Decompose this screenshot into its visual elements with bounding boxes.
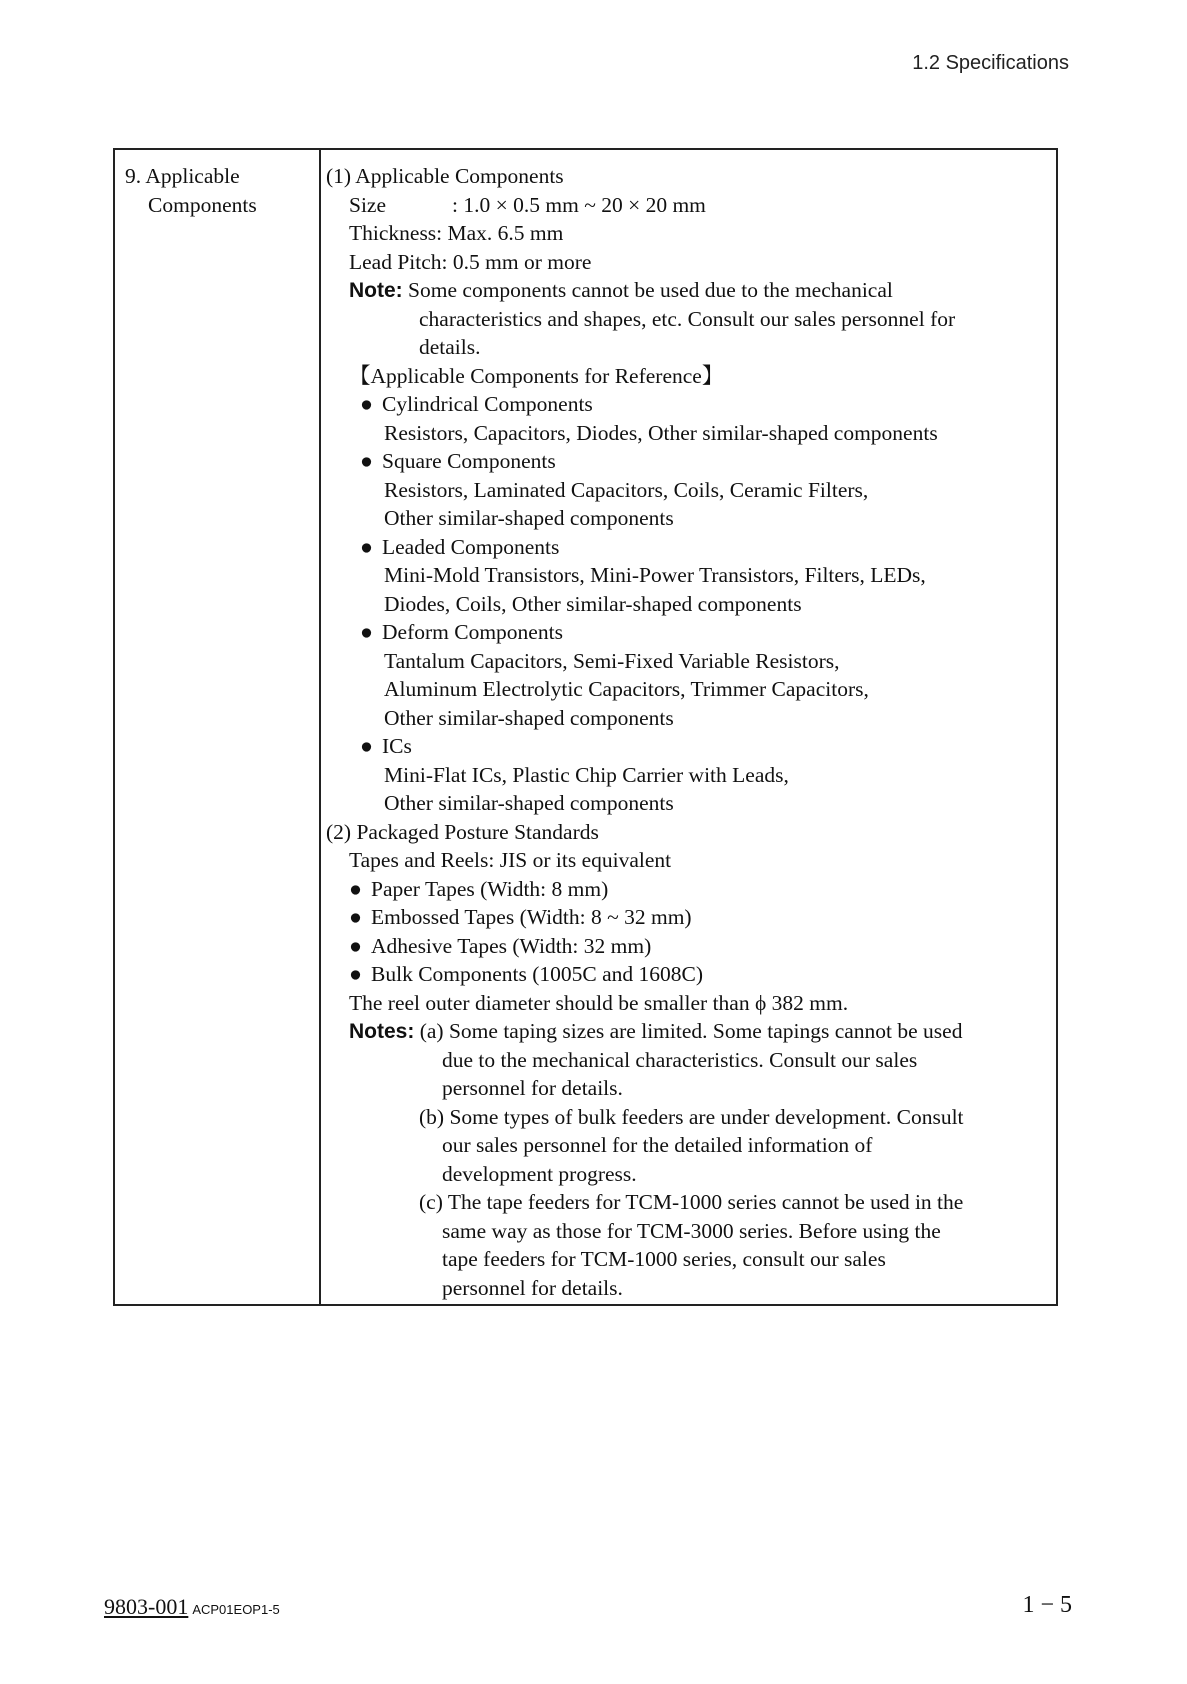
category-name: Cylindrical Components xyxy=(382,392,593,416)
item-label xyxy=(125,162,257,219)
category-detail: Other similar-shaped components xyxy=(384,506,674,530)
note-text-2: characteristics and shapes, etc. Consult our sales personnel for xyxy=(419,306,956,331)
note-text: The tape feeders for TCM-1000 series cannot be used in the xyxy=(447,1190,964,1214)
item-label-line1: 9. Applicable xyxy=(125,164,240,188)
bullet-icon: ● xyxy=(349,876,362,901)
bullet-icon: ● xyxy=(349,933,362,958)
category-name: Leaded Components xyxy=(382,534,560,559)
packaging-text: Adhesive Tapes (Width: 32 mm) xyxy=(371,933,652,958)
bullet-icon: ● xyxy=(360,734,373,758)
category-detail: Other similar-shaped components xyxy=(384,791,674,815)
size-value: : 1.0 × 0.5 mm ~ 20 × 20 mm xyxy=(452,192,706,217)
notes-label: Notes: xyxy=(349,1020,415,1043)
page-number: 1 − 5 xyxy=(1022,1592,1072,1618)
part1-heading: (1) Applicable Components xyxy=(326,164,564,188)
note-text: personnel for details. xyxy=(442,1076,623,1100)
bullet-icon: ● xyxy=(360,392,373,416)
thickness-line: Thickness: Max. 6.5 mm xyxy=(349,221,564,245)
lead-pitch-line: Lead Pitch: 0.5 mm or more xyxy=(349,249,592,274)
doc-code: 9803-001 xyxy=(104,1594,189,1619)
bullet-icon: ● xyxy=(360,534,373,559)
reference-heading: 【Applicable Components for Reference】 xyxy=(349,363,724,388)
category-detail: Mini-Mold Transistors, Mini-Power Transistors, Filters, LEDs, xyxy=(384,563,926,587)
section-header: 1.2 Specifications xyxy=(912,52,1069,74)
doc-sub-code: ACP01EOP1-5 xyxy=(192,1602,280,1617)
specification-table xyxy=(113,148,1058,1306)
category-detail: Diodes, Coils, Other similar-shaped components xyxy=(384,591,802,616)
packaging-text: Paper Tapes (Width: 8 mm) xyxy=(371,876,609,901)
size-label: Size xyxy=(349,192,387,217)
category-detail: Resistors, Laminated Capacitors, Coils, Ceramic Filters, xyxy=(384,477,869,502)
notes-line xyxy=(326,1017,1046,1046)
tapes-line: Tapes and Reels: JIS or its equivalent xyxy=(349,848,672,872)
note-text: due to the mechanical characteristics. Consult our sales xyxy=(442,1047,918,1072)
category-detail: Resistors, Capacitors, Diodes, Other similar-shaped components xyxy=(384,420,938,445)
note-text: development progress. xyxy=(442,1161,637,1186)
category-heading xyxy=(326,533,1046,562)
category-heading xyxy=(326,390,1046,419)
category-detail: Aluminum Electrolytic Capacitors, Trimmer Capacitors, xyxy=(384,677,869,701)
category-heading xyxy=(326,618,1046,647)
note-b-line xyxy=(326,1103,1046,1132)
category-detail: Mini-Flat ICs, Plastic Chip Carrier with Leads, xyxy=(384,762,789,787)
packaging-item xyxy=(326,875,1046,904)
note-text-3: details. xyxy=(419,335,481,359)
part2-heading: (2) Packaged Posture Standards xyxy=(326,819,599,844)
packaging-text: Embossed Tapes (Width: 8 ~ 32 mm) xyxy=(371,905,692,929)
note-text: tape feeders for TCM-1000 series, consult our sales xyxy=(442,1247,886,1271)
note-text: Some types of bulk feeders are under development. Consult xyxy=(449,1104,964,1129)
category-heading xyxy=(326,447,1046,476)
category-detail: Tantalum Capacitors, Semi-Fixed Variable Resistors, xyxy=(384,648,840,673)
category-name: Square Components xyxy=(382,449,556,473)
category-heading xyxy=(326,732,1046,761)
item-label-line2: Components xyxy=(148,192,257,217)
category-detail: Other similar-shaped components xyxy=(384,705,674,730)
note-text: personnel for details. xyxy=(442,1275,623,1300)
packaging-item xyxy=(326,960,1046,989)
note-tag: (a) xyxy=(419,1019,444,1043)
note-text: our sales personnel for the detailed information of xyxy=(442,1133,873,1157)
category-name: ICs xyxy=(382,734,412,758)
category-name: Deform Components xyxy=(382,620,563,644)
bullet-icon: ● xyxy=(349,905,362,929)
packaging-item xyxy=(326,903,1046,932)
bullet-icon: ● xyxy=(349,962,362,986)
bullet-icon: ● xyxy=(360,620,373,644)
item-content xyxy=(326,162,1046,1302)
note-text: same way as those for TCM-3000 series. Before using the xyxy=(442,1218,941,1243)
note-tag: (c) xyxy=(419,1190,443,1214)
note-tag: (b) xyxy=(419,1104,445,1129)
note-text-1: Some components cannot be used due to the mechanical xyxy=(408,278,893,302)
footer-doc-code xyxy=(104,1594,280,1620)
column-divider xyxy=(319,150,321,1304)
packaging-item xyxy=(326,932,1046,961)
size-line xyxy=(326,191,1046,220)
note-text: Some taping sizes are limited. Some tapings cannot be used xyxy=(448,1019,963,1043)
reel-line: The reel outer diameter should be smaller than ϕ 382 mm. xyxy=(349,990,849,1015)
bullet-icon: ● xyxy=(360,449,373,473)
note-line xyxy=(326,276,1046,305)
note-c-line xyxy=(326,1188,1046,1217)
packaging-text: Bulk Components (1005C and 1608C) xyxy=(371,962,704,986)
note-label: Note: xyxy=(349,279,403,302)
